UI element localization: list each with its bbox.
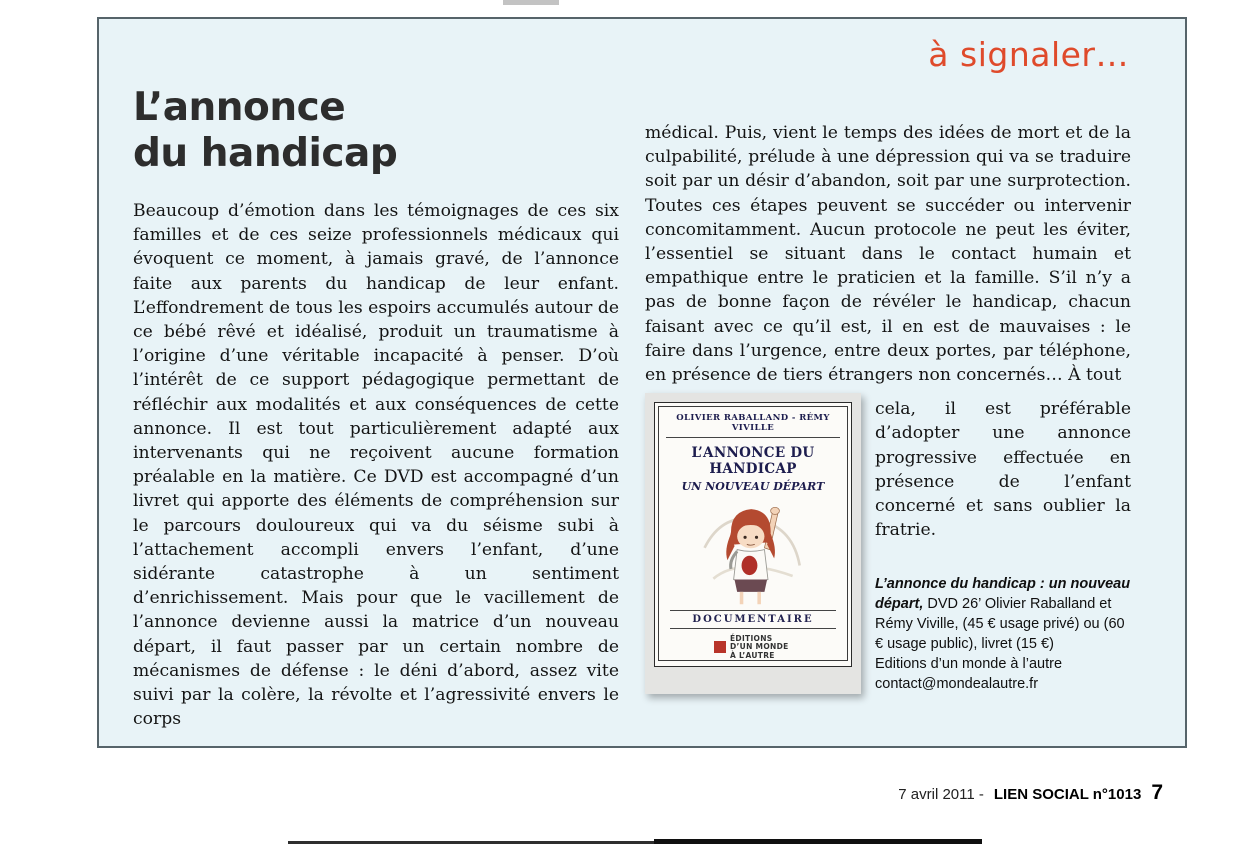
footer-date: 7 avril 2011 -	[898, 786, 984, 803]
article-title-line1: L’annonce	[133, 85, 346, 130]
dvd-cover-inner	[658, 406, 848, 661]
right-column	[645, 83, 1131, 731]
dvd-cover	[654, 402, 852, 667]
cover-genre: DOCUMENTAIRE	[670, 610, 835, 629]
cover-subtitle: UN NOUVEAU DÉPART	[681, 480, 825, 494]
body-paragraph-left: Beaucoup d’émotion dans les témoignages de ces six familles et de ces seize professionnels médicaux qui évoquent ce moment, à jamais gravé, de l’annonce faite aux parents du handicap de leur enfant. L’effondrement de tous les espoirs accumulés autour de ce bébé rêvé et idéalisé, produit un traumatisme à l’origine d’une véritable incapacité à penser. D’où l’intérêt de ce support pédagogique permettant de réfléchir aux modalités et aux conséquences de cette annonce. Il est tout particulièrement adapté aux intervenants qui ne reçoivent aucune formation préalable en la matière. Ce DVD est accompagné d’un livret qui apporte des éléments de compréhension sur le parcours douloureux qui va du séisme subi à l’attachement accompli envers l’enfant, d’une sidérante catastrophe à un sentiment d’enrichissement. Mais pour que le vacillement de l’annonce devienne aussi la matrice d’un nouveau départ, il faut passer par un certain nombre de mécanismes de défense : le déni d’abord, assez vite suivi par la colère, la révolte et l’agressivité envers le corps	[133, 201, 619, 730]
cover-title: L’ANNONCE DU HANDICAP	[691, 445, 815, 478]
page-footer	[898, 781, 1163, 805]
article-columns	[133, 83, 1131, 731]
cover-publisher	[714, 635, 792, 661]
beside-cover	[875, 393, 1131, 694]
cover-illustration-girl	[683, 495, 823, 610]
caption-email: contact@mondealautre.fr	[875, 676, 1039, 693]
footer-journal: LIEN SOCIAL n°1013	[993, 786, 1142, 803]
scan-artifact	[654, 839, 982, 844]
scan-artifact	[288, 841, 654, 844]
caption-lead: L’annonce du handicap : un nouveau départ,	[875, 576, 1131, 613]
footer-page-number: 7	[1151, 781, 1163, 804]
caption-publisher: Editions d’un monde à l’autre	[875, 656, 1063, 673]
cover-authors: OLIVIER RABALLAND - RÉMY VIVILLE	[666, 407, 839, 438]
body-paragraph-right: médical. Puis, vient le temps des idées de mort et de la culpabilité, prélude à une dépression qui va se traduire soit par un désir d’abandon, soit par une surprotection. Toutes ces étapes peuvent se succéder ou intervenir concomitamment. Aucun protocole ne peut les éviter, l’essentiel se situant dans le contact humain et empathique entre le praticien et la famille. S’il n’y a pas de bonne façon de révéler le handicap, chacun faisant avec ce qu’il est, il en est de mauvaises : le faire dans l’urgence, entre deux portes, par téléphone, en présence de tiers étrangers non concernés… À tout	[645, 123, 1131, 386]
article-title	[133, 85, 619, 177]
dvd-cover-photo	[645, 393, 861, 694]
section-label: à signaler…	[928, 35, 1129, 74]
publisher-logo-icon	[714, 641, 726, 653]
media-row	[645, 393, 1131, 694]
article-title-line2: du handicap	[133, 131, 398, 176]
left-column	[133, 83, 619, 731]
publisher-logo-text: ÉDITIONS D’UN MONDE À L’AUTRE	[730, 633, 789, 660]
caption-body: DVD 26’ Olivier Raballand et Rémy Viville, (45 € usage privé) ou (60 € usage public), livret (15 €)	[875, 596, 1125, 653]
article-panel	[97, 17, 1187, 748]
body-paragraph-wrap: cela, il est préférable d’adopter une annonce progressive effectuée en présence de l’enfant concerné et sans oublier la fratrie.	[875, 399, 1131, 541]
scan-artifact	[503, 0, 559, 5]
dvd-caption	[875, 574, 1131, 694]
